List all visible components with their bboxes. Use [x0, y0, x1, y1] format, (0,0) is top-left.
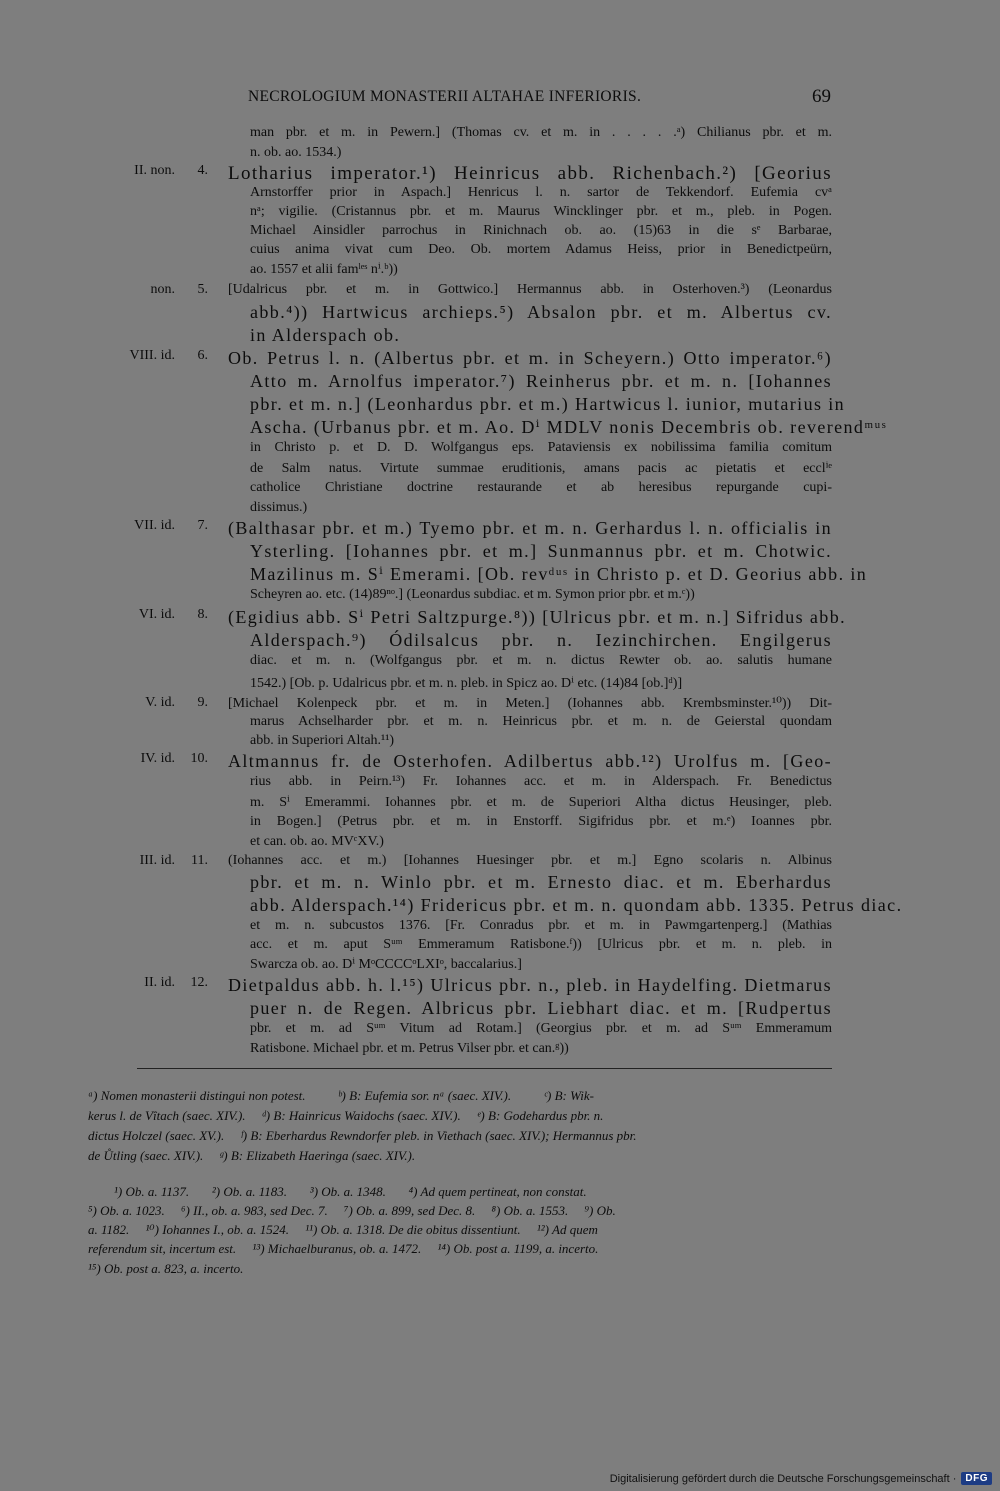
entry-text: Ratisbone. Michael pbr. et m. Petrus Vilser pbr. et can.ᵍ)): [250, 1041, 569, 1056]
entry-text: Altmannus fr. de Osterhofen. Adilbertus abb.¹²) Urolfus m. [Geo-: [228, 751, 832, 771]
roman-date: III. id.: [139, 853, 175, 868]
footnote-line: referendum sit, incertum est. ¹³) Michaelburanus, ob. a. 1472. ¹⁴) Ob. post a. 1199, a. incerto.: [88, 1241, 599, 1256]
funding-banner: [610, 1472, 992, 1485]
entry-text: (Iohannes acc. et m.) [Iohannes Huesinger pbr. et m.] Egno scolaris n. Albinus: [228, 853, 832, 868]
entry-text: dissimus.): [250, 500, 308, 515]
roman-date: V. id.: [145, 695, 175, 710]
day-number: 9.: [197, 695, 208, 710]
day-number: 7.: [197, 518, 208, 533]
entry-text: [Michael Kolenpeck pbr. et m. in Meten.] (Iohannes abb. Krembsminster.¹⁰)) Dit-: [228, 696, 832, 711]
entry-text: in Alderspach ob.: [250, 325, 401, 345]
entry-text: puer n. de Regen. Albricus pbr. Liebhart diac. et m. [Rudpertus: [250, 998, 832, 1018]
entry-text: m. Sⁱ Emerammi. Iohannes pbr. et m. de Superiori Altha dictus Heusinger, pleb.: [250, 795, 832, 810]
entry-text: Lotharius imperator.¹) Heinricus abb. Richenbach.²) [Georius: [228, 163, 832, 184]
footnote-separator: [137, 1068, 832, 1069]
entry-text: in Christo p. et D. D. Wolfgangus eps. Pataviensis ex nobilissima familia comitum: [250, 440, 832, 455]
entry-text: de Salm natus. Virtute summae eruditionis, amans pacis ac pietatis et ecclⁱᵉ: [250, 461, 832, 476]
running-header: [0, 88, 1000, 110]
footnote-line: ¹⁵) Ob. post a. 823, a. incerto.: [88, 1261, 244, 1276]
entry-text: nᵃ; vigilie. (Cristannus pbr. et m. Maurus Wincklinger pbr. et m., pleb. in Pogen.: [250, 204, 832, 219]
entry-text: Arnstorffer prior in Aspach.] Henricus l. n. sartor de Tekkendorf. Eufemia cvᵃ: [250, 185, 832, 200]
entry-text: Swarcza ob. ao. Dⁱ MᵒCCCCᵒLXIᵒ, baccalarius.]: [250, 957, 522, 972]
dfg-logo: DFG: [961, 1472, 992, 1485]
funding-text: Digitalisierung gefördert durch die Deutsche Forschungsgemeinschaft ·: [609, 1472, 957, 1485]
entry-text: Ascha. (Urbanus pbr. et m. Ao. Dⁱ MDLV nonis Decembris ob. reverendᵐᵘˢ: [250, 417, 888, 437]
entry-text: Atto m. Arnolfus imperator.⁷) Reinherus pbr. et m. n. [Iohannes: [250, 371, 832, 391]
entry-text: catholice Christiane doctrine restaurande et ab heresibus repurgande cupi-: [250, 480, 832, 495]
entry-text: pbr. et m. ad Sᵘᵐ Vitum ad Rotam.] (Georgius pbr. et m. ad Sᵘᵐ Emmeramum: [250, 1021, 832, 1036]
entry-text: Alderspach.⁹) Ódilsalcus pbr. n. Iezinchirchen. Engilgerus: [250, 630, 832, 650]
day-number: 12.: [190, 975, 208, 990]
entry-text: (Balthasar pbr. et m.) Tyemo pbr. et m. n. Gerhardus l. n. officialis in: [228, 518, 832, 538]
day-number: 6.: [197, 348, 208, 363]
entry-text: diac. et m. n. (Wolfgangus pbr. et m. n. dictus Rewter ob. ao. salutis humane: [250, 653, 832, 668]
day-number: 8.: [197, 607, 208, 622]
entry-text: et m. n. subcustos 1376. [Fr. Conradus pbr. et m. in Pawmgartenperg.] (Mathias: [250, 918, 832, 933]
entry-text: in Bogen.] (Petrus pbr. et m. in Enstorff. Sigifridus pbr. et m.ᵉ) Ioannes pbr.: [250, 814, 832, 829]
entry-text: abb. in Superiori Altah.¹¹): [250, 733, 395, 748]
entry-text: 1542.) [Ob. p. Udalricus pbr. et m. n. pleb. in Spicz ao. Dⁱ etc. (14)84 [ob.]ᵈ)]: [250, 676, 683, 691]
entry-text: Scheyren ao. etc. (14)89ⁿᵒ.] (Leonardus subdiac. et m. Symon prior pbr. et m.ᶜ)): [250, 587, 695, 602]
roman-date: VII. id.: [134, 518, 175, 533]
entry-text: Ob. Petrus l. n. (Albertus pbr. et m. in Scheyern.) Otto imperator.⁶): [228, 348, 832, 368]
roman-date: VI. id.: [138, 607, 175, 622]
page-title: NECROLOGIUM MONASTERII ALTAHAE INFERIORIS.: [248, 88, 642, 105]
entry-text: abb. Alderspach.¹⁴) Fridericus pbr. et m. n. quondam abb. 1335. Petrus diac.: [250, 895, 903, 915]
footnote-line: de Ůtling (saec. XIV.). ᵍ) B: Elizabeth Haeringa (saec. XIV.).: [88, 1148, 416, 1163]
roman-date: VIII. id.: [129, 348, 175, 363]
roman-date: II. non.: [134, 163, 175, 178]
entry-text: (Egidius abb. Sⁱ Petri Saltzpurge.⁸)) [Ulricus pbr. et m. n.] Sifridus abb.: [228, 607, 846, 627]
entry-text: pbr. et m. n. Winlo pbr. et m. Ernesto diac. et m. Eberhardus: [250, 872, 832, 892]
entry-text: marus Achselharder pbr. et m. n. Heinricus pbr. et m. n. de Geierstal quondam: [250, 714, 832, 729]
entry-text: n. ob. ao. 1534.): [250, 145, 342, 160]
footnote-line: kerus l. de Vîtach (saec. XIV.). ᵈ) B: Hainricus Waidochs (saec. XIV.). ᵉ) B: Godehardus pbr. n.: [88, 1108, 604, 1123]
entry-text: Mazilinus m. Sⁱ Emerami. [Ob. revᵈᵘˢ in Christo p. et D. Georius abb. in: [250, 564, 868, 584]
entry-text: Michael Ainsidler parrochus in Rinichnach ob. ao. (15)63 in die sᵉ Barbarae,: [250, 223, 832, 238]
roman-date: II. id.: [144, 975, 175, 990]
roman-date: non.: [150, 282, 175, 297]
entry-text: et can. ob. ao. MVᶜXV.): [250, 834, 384, 849]
footnote-line: ᵃ) Nomen monasterii distingui non potest. ᵇ) B: Eufemia sor. nᵃ (saec. XIV.). ᶜ) B: Wik-: [88, 1088, 594, 1103]
day-number: 10.: [190, 751, 208, 766]
day-number: 4.: [197, 163, 208, 178]
footnote-line: ¹) Ob. a. 1137. ²) Ob. a. 1183. ³) Ob. a. 1348. ⁴) Ad quem pertineat, non constat.: [88, 1184, 587, 1199]
day-number: 5.: [197, 282, 208, 297]
entry-text: abb.⁴)) Hartwicus archieps.⁵) Absalon pbr. et m. Albertus cv.: [250, 302, 832, 322]
entry-text: acc. et m. aput Sᵘᵐ Emmeramum Ratisbone.ᶠ)) [Ulricus pbr. et m. n. pleb. in: [250, 937, 832, 952]
entry-text: pbr. et m. n.] (Leonhardus pbr. et m.) Hartwicus l. iunior, mutarius in: [250, 394, 846, 414]
footnote-line: dictus Holczel (saec. XV.). ᶠ) B: Eberhardus Rewndorfer pleb. in Viethach (saec. XIV.); Hermannus pbr.: [88, 1128, 637, 1143]
page-number: 69: [812, 86, 831, 107]
footnote-line: a. 1182. ¹⁰) Iohannes I., ob. a. 1524. ¹¹) Ob. a. 1318. De die obitus dissentiunt. ¹²) Ad quem: [88, 1222, 598, 1237]
entry-text: [Udalricus pbr. et m. in Gottwico.] Hermannus abb. in Osterhoven.³) (Leonardus: [228, 282, 832, 297]
entry-text: rius abb. in Peirn.¹³) Fr. Iohannes acc. et m. in Alderspach. Fr. Benedictus: [250, 774, 832, 789]
entry-text: cuius anima vivat cum Deo. Ob. mortem Adamus Heiss, prior in Benedictpeürn,: [250, 242, 832, 257]
roman-date: IV. id.: [140, 751, 175, 766]
entry-text: Ysterling. [Iohannes pbr. et m.] Sunmannus pbr. et m. Chotwic.: [250, 541, 832, 561]
footnote-line: ⁵) Ob. a. 1023. ⁶) II., ob. a. 983, sed Dec. 7. ⁷) Ob. a. 899, sed Dec. 8. ⁸) Ob. a. 1553. ⁹) Ob.: [88, 1203, 616, 1218]
day-number: 11.: [191, 853, 208, 868]
entry-text: ao. 1557 et alii famˡᵉˢ nⁱ.ᵇ)): [250, 262, 398, 277]
entry-text: Dietpaldus abb. h. l.¹⁵) Ulricus pbr. n., pleb. in Haydelfing. Dietmarus: [228, 975, 832, 995]
entry-text: man pbr. et m. in Pewern.] (Thomas cv. et m. in . . . . .ᵃ) Chilianus pbr. et m.: [250, 125, 832, 140]
